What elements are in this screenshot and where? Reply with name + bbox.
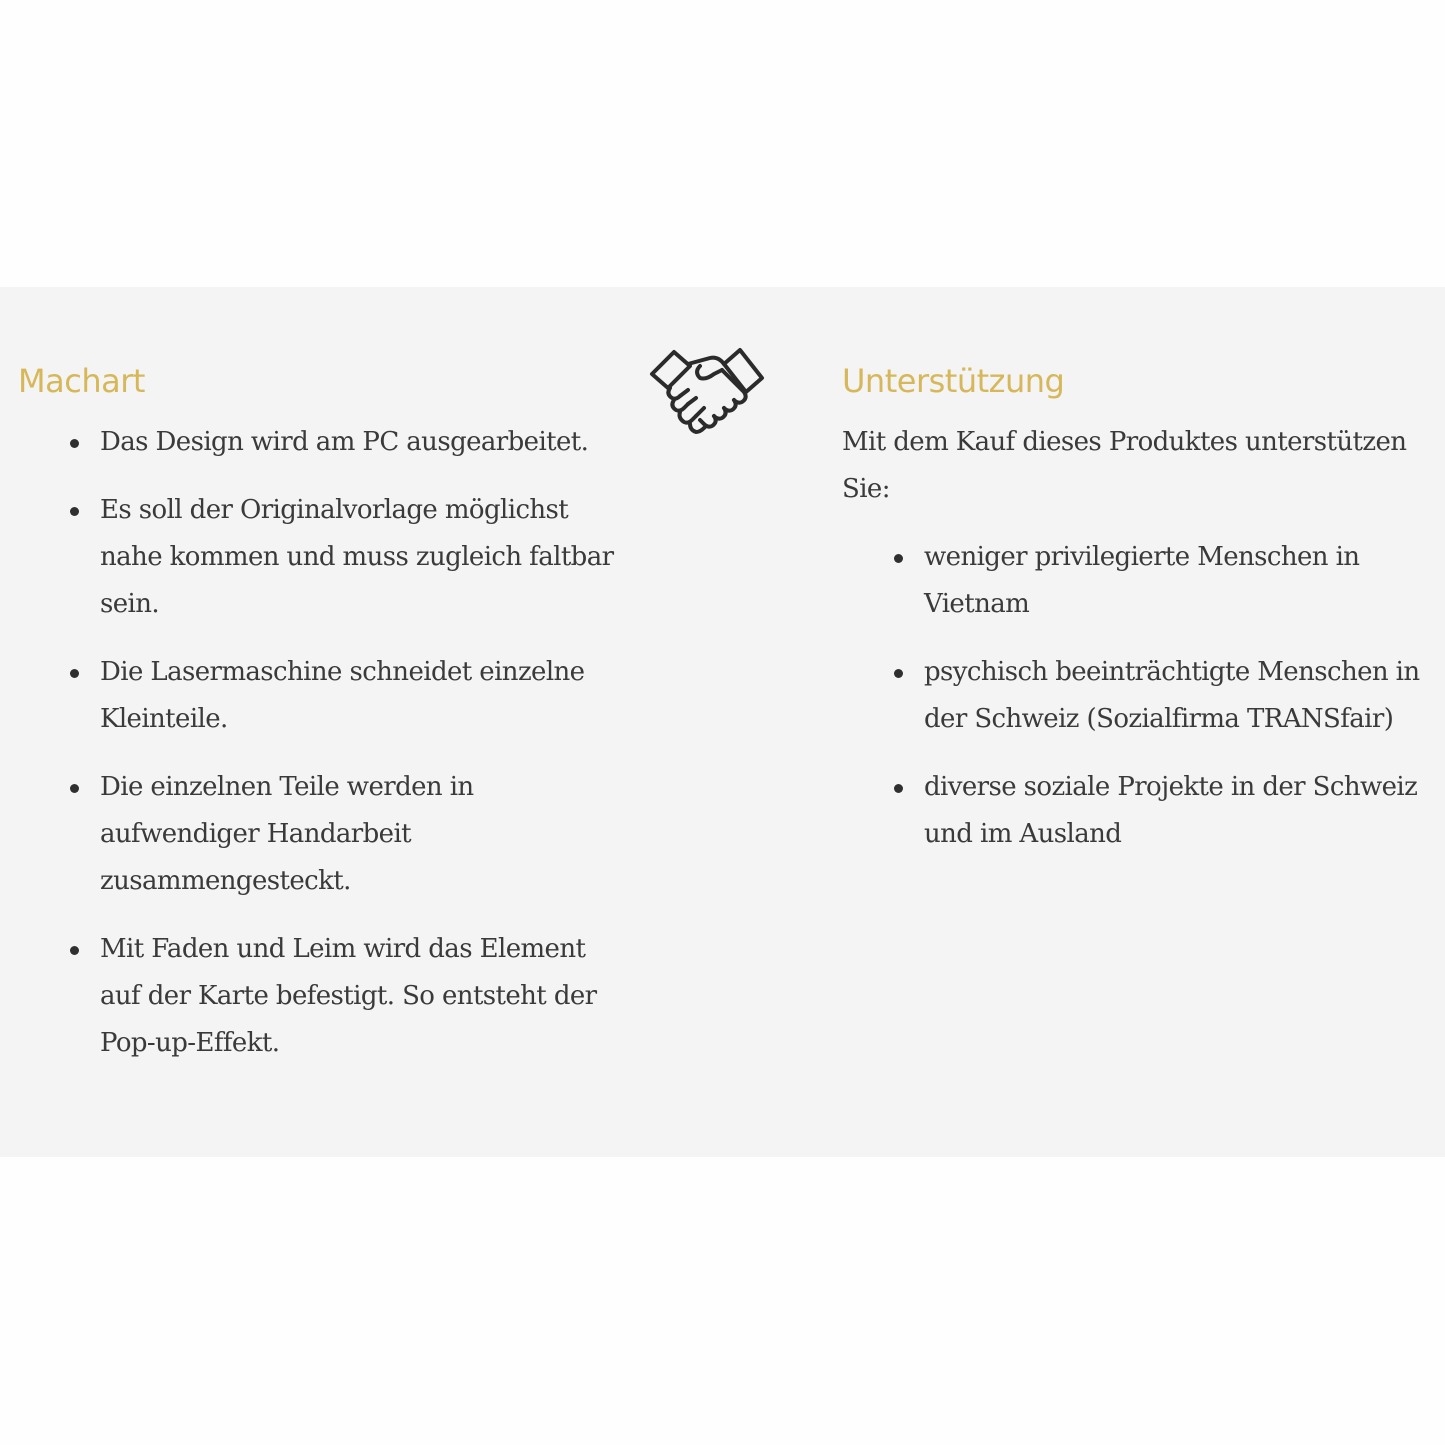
machart-heading: Machart — [18, 362, 145, 400]
support-section — [842, 355, 1442, 879]
support-intro: Mit dem Kauf dieses Produktes unterstützen Sie: — [842, 427, 1407, 504]
list-item: diverse soziale Projekte in der Schweiz und im Ausland — [842, 764, 1442, 858]
list-item: Es soll der Originalvorlage möglichst nahe kommen und muss zugleich faltbar sein. — [18, 487, 628, 628]
list-item: psychisch beeinträchtigte Menschen in der Schweiz (Sozialfirma TRANSfair) — [842, 649, 1442, 743]
handshake-icon — [648, 344, 766, 436]
list-item: Das Design wird am PC ausgearbeitet. — [18, 419, 628, 466]
list-item: weniger privilegierte Menschen in Vietnam — [842, 534, 1442, 628]
support-list — [842, 534, 1442, 858]
support-heading: Unterstützung — [842, 362, 1065, 400]
list-item: Die einzelnen Teile werden in aufwendiger Handarbeit zusammengesteckt. — [18, 764, 628, 905]
machart-section — [18, 355, 628, 1088]
machart-list — [18, 419, 628, 1067]
list-item: Mit Faden und Leim wird das Element auf der Karte befestigt. So entsteht der Pop-up-Effekt. — [18, 926, 628, 1067]
list-item: Die Lasermaschine schneidet einzelne Kleinteile. — [18, 649, 628, 743]
